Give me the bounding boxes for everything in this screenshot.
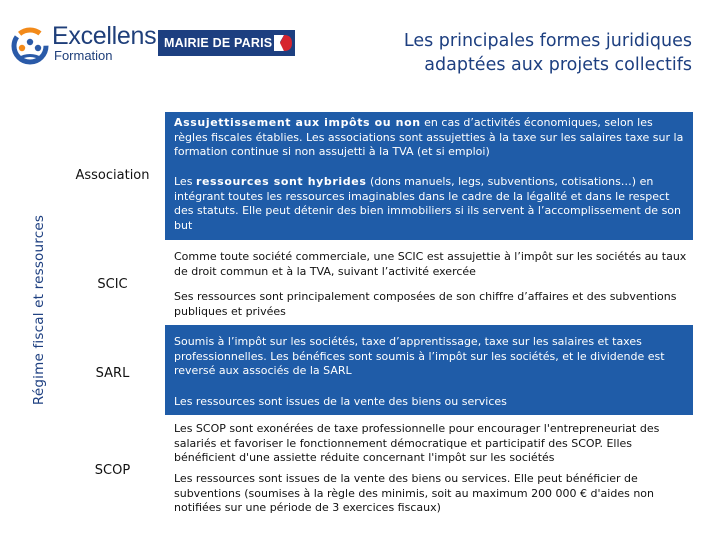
sarl-resources-text: Les ressources sont issues de la vente des biens ou services — [174, 395, 507, 408]
association-tax-bold: Assujettissement aux impôts ou non — [174, 116, 421, 129]
row-label-text: Association — [75, 168, 150, 183]
association-resources-text — [174, 175, 689, 233]
page-title-line-2: adaptées aux projets collectifs — [424, 55, 692, 75]
scic-cell — [165, 240, 693, 325]
row-label-association — [60, 112, 165, 240]
side-label: Régime fiscal et ressources — [31, 214, 47, 406]
row-label-text: SARL — [95, 366, 130, 381]
paris-ship-icon — [272, 33, 294, 53]
row-label-sarl — [60, 325, 165, 415]
side-label-container — [30, 100, 48, 520]
row-label-scop — [60, 415, 165, 520]
row-label-text: SCOP — [94, 463, 131, 478]
association-cell — [165, 112, 693, 240]
mairie-de-paris-logo — [158, 30, 295, 56]
formation-wordmark: Formation — [54, 48, 113, 63]
excellens-emblem-icon — [10, 26, 50, 66]
scop-resources-text: Les ressources sont issues de la vente des biens ou services. Elle peut bénéficier de subventions (soumises à la règle des minimis, soit au maximum 200 000 € d'aides non notifiées sur une période de 3 exercices fiscaux) — [174, 472, 654, 514]
sarl-tax-text: Soumis à l’impôt sur les sociétés, taxe d’apprentissage, taxe sur les salaires et taxes professionnelles. Les bénéfices sont soumis à l’impôt sur les sociétés, et le dividende est reversé aux associés de la SARL — [174, 335, 665, 377]
scop-tax-text: Les SCOP sont exonérées de taxe professionnelle pour encourager l'entrepreneuriat des salariés et favoriser le fonctionnement démocratique et participatif des SCOP. Elles bénéficient d'une assiette réduite concernant l'impôt sur les sociétés — [174, 422, 660, 464]
scic-resources-text: Ses ressources sont principalement composées de son chiffre d’affaires et des subventions publiques et privées — [174, 290, 677, 318]
association-tax-text — [174, 116, 689, 160]
association-resources-pre: Les — [174, 175, 196, 188]
excellens-wordmark: Excellens — [52, 22, 157, 50]
mairie-de-paris-text: MAIRIE DE PARIS — [164, 36, 273, 50]
association-resources-rest: (dons manuels, legs, subventions, cotisations…) en intégrant toutes les ressources imaginables dans le cadre de la légalité et dans le respect des statuts. Elle peut détenir des bien immobiliers si ils servent à l’accomplissement de son but — [174, 175, 681, 232]
scic-tax-text: Comme toute société commerciale, une SCIC est assujettie à l’impôt sur les sociétés au taux de droit commun et à la TVA, suivant l’activité exercée — [174, 250, 687, 278]
row-label-scic — [60, 240, 165, 325]
sarl-cell — [165, 325, 693, 415]
scop-cell — [165, 415, 693, 520]
row-label-text: SCIC — [97, 277, 128, 292]
association-resources-bold: ressources sont hybrides — [195, 175, 367, 188]
page-title-line-1: Les principales formes juridiques — [403, 31, 692, 51]
association-tax-rest: en cas d’activités économiques, selon les règles fiscales établies. Les associations sont assujetties à la taxe sur les salaires taxe sur la formation continue si non assujetti à la TVA (et si emploi) — [174, 116, 684, 158]
